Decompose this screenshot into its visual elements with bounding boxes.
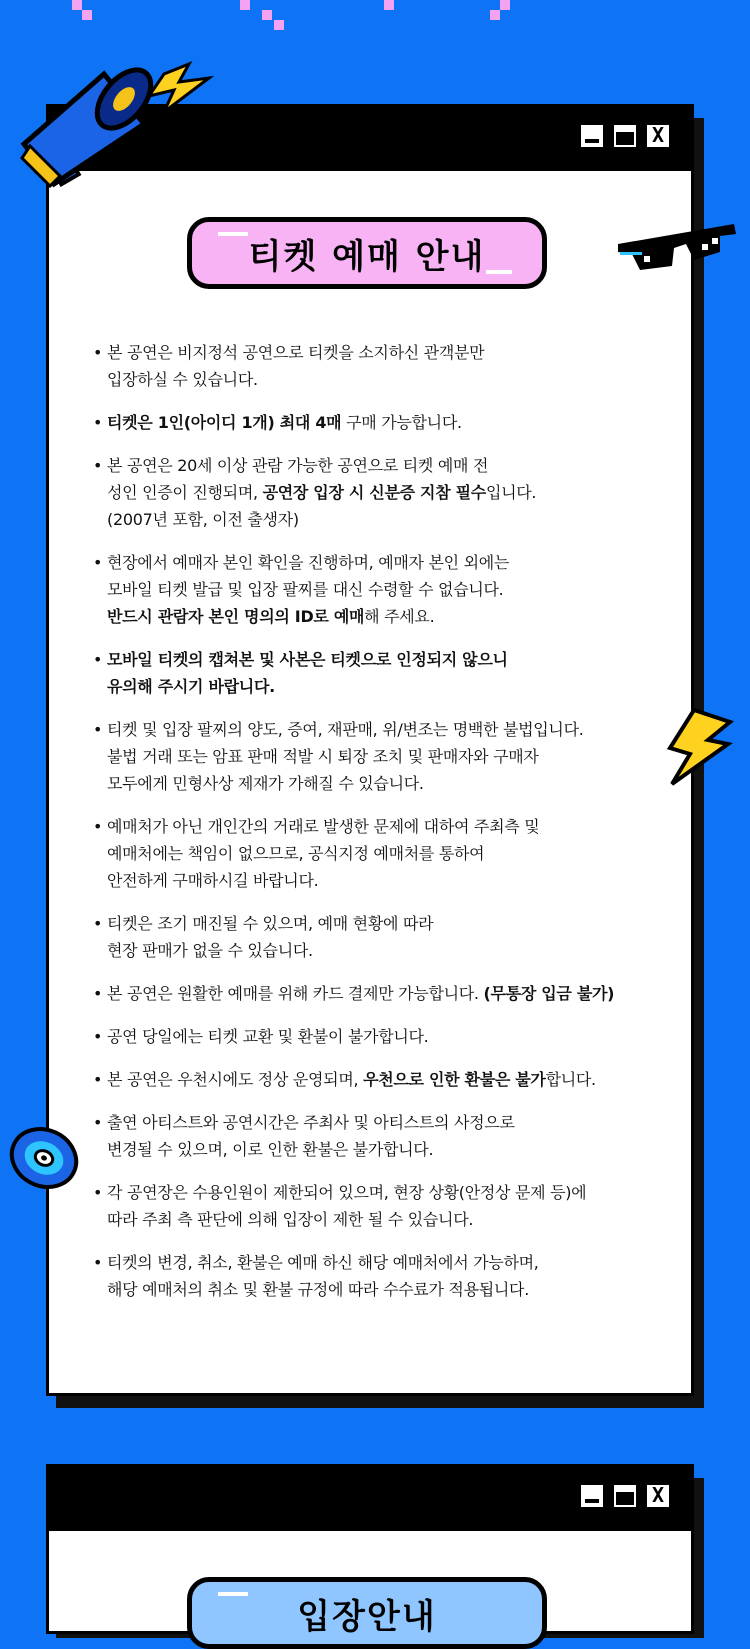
notice-item bbox=[93, 716, 663, 797]
sparkle-decoration bbox=[384, 0, 394, 10]
notice-text: 성인 인증이 진행되며, bbox=[107, 483, 263, 502]
notice-line bbox=[107, 813, 663, 840]
notice-text: 본 공연은 비지정석 공연으로 티켓을 소지하신 관객분만 bbox=[107, 343, 485, 362]
notice-text: 불법 거래 또는 암표 판매 적발 시 퇴장 조치 및 판매자와 구매자 bbox=[107, 747, 539, 766]
notice-text: 현장 판매가 없을 수 있습니다. bbox=[107, 941, 313, 960]
sunglasses-icon bbox=[616, 222, 738, 272]
notice-item bbox=[93, 452, 663, 533]
notice-text: (2007년 포함, 이전 출생자) bbox=[107, 510, 299, 529]
notice-item bbox=[93, 646, 663, 700]
sparkle-decoration bbox=[82, 10, 92, 20]
notice-text: 각 공연장은 수용인원이 제한되어 있으며, 현장 상황(안정상 문제 등)에 bbox=[107, 1183, 587, 1202]
notice-text: 모두에게 민형사상 제재가 가해질 수 있습니다. bbox=[107, 774, 424, 793]
notice-list bbox=[93, 339, 663, 1319]
notice-text: 합니다. bbox=[545, 1070, 596, 1089]
minimize-icon[interactable] bbox=[581, 125, 603, 147]
notice-item bbox=[93, 339, 663, 393]
close-icon[interactable]: X bbox=[647, 1485, 669, 1507]
notice-emphasis: 모바일 티켓의 캡쳐본 및 사본은 티켓으로 인정되지 않으니 bbox=[107, 650, 508, 669]
section-title-badge bbox=[187, 1577, 547, 1649]
notice-text: 모바일 티켓 발급 및 입장 팔찌를 대신 수령할 수 없습니다. bbox=[107, 580, 504, 599]
notice-text: 입장하실 수 있습니다. bbox=[107, 370, 258, 389]
notice-item bbox=[93, 980, 663, 1007]
notice-emphasis: 공연장 입장 시 신분증 지참 필수 bbox=[262, 483, 486, 502]
notice-line bbox=[107, 603, 663, 630]
notice-line bbox=[107, 366, 663, 393]
notice-line bbox=[107, 1276, 663, 1303]
notice-emphasis: (무통장 입금 불가) bbox=[483, 984, 615, 1003]
minimize-icon[interactable] bbox=[581, 1485, 603, 1507]
notice-item bbox=[93, 813, 663, 894]
notice-line bbox=[107, 980, 663, 1007]
notice-line bbox=[107, 452, 663, 479]
notice-line bbox=[107, 646, 663, 673]
section-title: 입장안내 bbox=[297, 1596, 437, 1637]
notice-text: 구매 가능합니다. bbox=[341, 413, 462, 432]
notice-line bbox=[107, 673, 663, 700]
entry-info-window bbox=[46, 1464, 694, 1637]
ticket-info-window bbox=[46, 104, 694, 1396]
notice-emphasis: 우천으로 인한 환불은 불가 bbox=[363, 1070, 546, 1089]
notice-text: 본 공연은 우천시에도 정상 운영되며, bbox=[107, 1070, 364, 1089]
notice-text: 해당 예매처의 취소 및 환불 규정에 따라 수수료가 적용됩니다. bbox=[107, 1280, 529, 1299]
notice-line bbox=[107, 743, 663, 770]
notice-line bbox=[107, 506, 663, 533]
page-title: 티켓 예매 안내 bbox=[248, 236, 486, 277]
notice-emphasis: 반드시 관람자 본인 명의의 ID로 예매 bbox=[107, 607, 365, 626]
notice-line bbox=[107, 1023, 663, 1050]
notice-text: 본 공연은 20세 이상 관람 가능한 공연으로 티켓 예매 전 bbox=[107, 456, 489, 475]
notice-text: 현장에서 예매자 본인 확인을 진행하며, 예매자 본인 외에는 bbox=[107, 553, 510, 572]
notice-line bbox=[107, 1179, 663, 1206]
cd-disc-icon bbox=[8, 1124, 82, 1194]
notice-text: 안전하게 구매하시길 바랍니다. bbox=[107, 871, 319, 890]
notice-line bbox=[107, 1249, 663, 1276]
notice-text: 따라 주최 측 판단에 의해 입장이 제한 될 수 있습니다. bbox=[107, 1210, 474, 1229]
notice-line bbox=[107, 840, 663, 867]
notice-line bbox=[107, 549, 663, 576]
notice-line bbox=[107, 576, 663, 603]
notice-line bbox=[107, 409, 663, 436]
notice-text: 예매처가 아닌 개인간의 거래로 발생한 문제에 대하여 주최측 및 bbox=[107, 817, 540, 836]
close-icon[interactable]: X bbox=[647, 125, 669, 147]
notice-line bbox=[107, 339, 663, 366]
notice-item bbox=[93, 1109, 663, 1163]
maximize-icon[interactable] bbox=[614, 125, 636, 147]
notice-text: 본 공연은 원활한 예매를 위해 카드 결제만 가능합니다. bbox=[107, 984, 484, 1003]
notice-text: 해 주세요. bbox=[364, 607, 435, 626]
notice-emphasis: 유의해 주시기 바랍니다. bbox=[107, 677, 275, 696]
notice-text: 출연 아티스트와 공연시간은 주최사 및 아티스트의 사정으로 bbox=[107, 1113, 515, 1132]
sparkle-decoration bbox=[240, 0, 250, 10]
sparkle-decoration bbox=[262, 10, 272, 20]
notice-text: 예매처에는 책임이 없으므로, 공식지정 예매처를 통하여 bbox=[107, 844, 485, 863]
notice-line bbox=[107, 479, 663, 506]
notice-emphasis: 티켓은 1인(아이디 1개) 최대 4매 bbox=[107, 413, 342, 432]
notice-line bbox=[107, 1206, 663, 1233]
notice-text: 공연 당일에는 티켓 교환 및 환불이 불가합니다. bbox=[107, 1027, 429, 1046]
notice-item bbox=[93, 549, 663, 630]
notice-line bbox=[107, 867, 663, 894]
notice-item bbox=[93, 1023, 663, 1050]
notice-text: 티켓은 조기 매진될 수 있으며, 예매 현황에 따라 bbox=[107, 914, 434, 933]
notice-line bbox=[107, 716, 663, 743]
window-titlebar bbox=[49, 1467, 691, 1531]
notice-line bbox=[107, 910, 663, 937]
notice-text: 입니다. bbox=[485, 483, 537, 502]
notice-text: 변경될 수 있으며, 이로 인한 환불은 불가합니다. bbox=[107, 1140, 434, 1159]
notice-item bbox=[93, 1249, 663, 1303]
maximize-icon[interactable] bbox=[614, 1485, 636, 1507]
sparkle-decoration bbox=[490, 10, 500, 20]
notice-text: 티켓의 변경, 취소, 환불은 예매 하신 해당 예매처에서 가능하며, bbox=[107, 1253, 539, 1272]
lightning-icon bbox=[664, 708, 734, 786]
notice-item bbox=[93, 910, 663, 964]
notice-text: 티켓 및 입장 팔찌의 양도, 증여, 재판매, 위/변조는 명백한 불법입니다. bbox=[107, 720, 584, 739]
notice-line bbox=[107, 770, 663, 797]
notice-item bbox=[93, 1179, 663, 1233]
section-title-badge bbox=[187, 217, 547, 289]
notice-item bbox=[93, 409, 663, 436]
notice-item bbox=[93, 1066, 663, 1093]
megaphone-icon bbox=[14, 54, 214, 204]
sparkle-decoration bbox=[274, 20, 284, 30]
notice-line bbox=[107, 937, 663, 964]
sparkle-decoration bbox=[500, 0, 510, 10]
sparkle-decoration bbox=[72, 0, 82, 10]
notice-line bbox=[107, 1136, 663, 1163]
notice-line bbox=[107, 1109, 663, 1136]
notice-line bbox=[107, 1066, 663, 1093]
